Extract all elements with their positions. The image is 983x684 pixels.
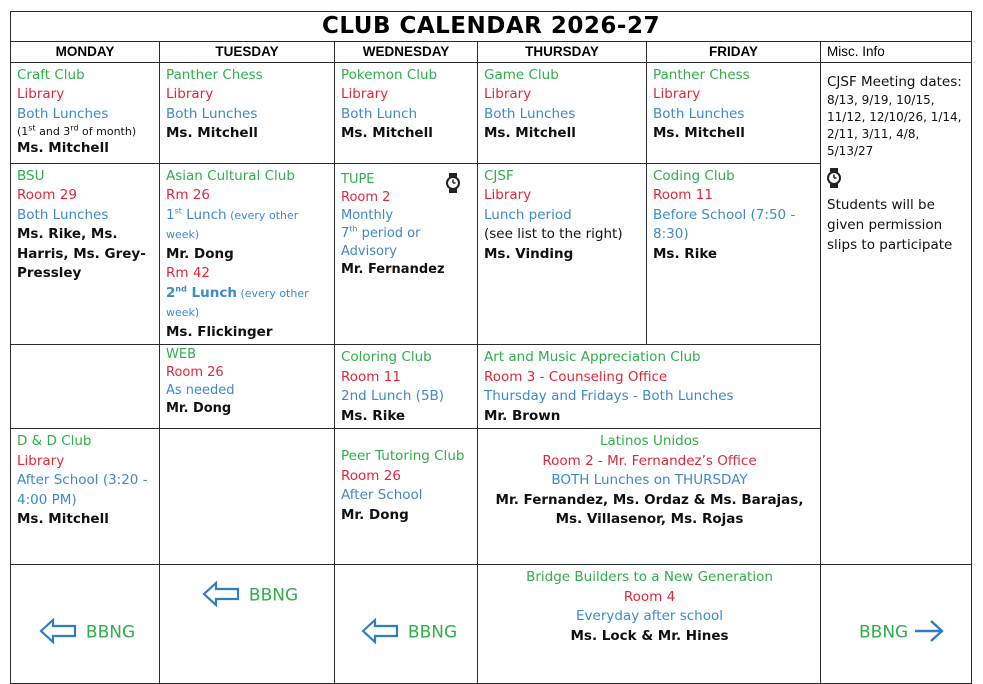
club-name: Latinos Unidos <box>599 433 700 449</box>
cell-coding-club <box>647 163 821 345</box>
cell-latinos-unidos <box>478 429 821 565</box>
club-name: Pokemon Club <box>341 66 438 83</box>
club-room: Library <box>484 187 532 203</box>
cell-bbng-wednesday <box>335 565 478 684</box>
club-note: (1st and 3rd of month) <box>17 123 137 138</box>
club-name: Peer Tutoring Club <box>341 448 465 464</box>
club-time: As needed <box>166 383 235 398</box>
club-advisor: Ms. Vinding <box>484 245 574 262</box>
club-advisor: Mr. Fernandez, Ms. Ordaz & Ms. Barajas, Ms. Villasenor, Ms. Rojas <box>495 491 804 527</box>
cell-bridge-builders <box>478 565 821 684</box>
club-room: Room 11 <box>653 187 713 203</box>
club-name: Bridge Builders to a New Generation <box>526 569 773 585</box>
club-room: Room 2 - Mr. Fernandez’s Office <box>542 452 757 469</box>
club-time: Before School (7:50 - 8:30) <box>653 206 796 242</box>
title-cell <box>11 12 972 42</box>
day-header-monday: MONDAY <box>11 42 160 63</box>
club-advisor: Mr. Brown <box>484 407 561 424</box>
club-room: Room 3 - Counseling Office <box>484 368 668 385</box>
club-name: Panther Chess <box>166 66 263 83</box>
day-header-friday: FRIDAY <box>647 42 821 63</box>
club-room: Library <box>653 86 701 102</box>
club-advisor: Ms. Rike <box>341 407 406 424</box>
club-name: Coding Club <box>653 167 735 184</box>
club-advisor: Mr. Dong <box>341 506 409 523</box>
cell-bsu <box>11 163 160 345</box>
club-advisor: Ms. Mitchell <box>484 125 576 141</box>
cell-tupe <box>335 163 478 345</box>
club-note: (see list to the right) <box>484 226 623 242</box>
cell-bbng-tuesday <box>160 565 335 684</box>
club-time-2: 2nd Lunch (every other week) <box>166 284 309 319</box>
club-advisor: Ms. Mitchell <box>653 125 745 141</box>
club-advisor: Ms. Mitchell <box>341 125 433 141</box>
cell-asian-cultural-club <box>160 163 335 345</box>
club-time-1: 1st Lunch (every other week) <box>166 206 299 241</box>
misc-info-header: Misc. Info <box>821 42 972 63</box>
club-name: Panther Chess <box>653 66 750 83</box>
arrow-left-icon <box>361 618 408 651</box>
club-period: 7th period or Advisory <box>341 224 421 259</box>
cell-bbng-monday <box>11 565 160 684</box>
watch-icon <box>827 168 966 195</box>
club-name: Game Club <box>484 66 559 83</box>
club-advisor: Ms. Lock & Mr. Hines <box>570 627 729 644</box>
permission-note: Students will be given permission slips to participate <box>827 196 953 253</box>
club-room: Library <box>17 86 65 102</box>
day-header-tuesday: TUESDAY <box>160 42 335 63</box>
cell-empty-tuesday <box>160 429 335 565</box>
club-name: Art and Music Appreciation Club <box>484 349 701 365</box>
club-room: Room 26 <box>166 365 224 380</box>
club-room: Library <box>484 86 532 102</box>
cell-cjsf <box>478 163 647 345</box>
bbng-label: BBNG <box>248 585 299 606</box>
cell-bbng-misc <box>821 565 972 684</box>
club-room: Library <box>17 452 65 469</box>
club-advisor: Ms. Mitchell <box>166 125 258 141</box>
page-title: CLUB CALENDAR 2026-27 <box>322 13 660 39</box>
cjsf-dates-label: CJSF Meeting dates: <box>827 73 962 90</box>
club-advisor-2: Ms. Flickinger <box>166 323 273 340</box>
club-time: Everyday after school <box>576 608 723 624</box>
club-name: WEB <box>166 347 196 362</box>
club-advisor: Ms. Rike <box>653 245 718 262</box>
club-time: Both Lunches <box>17 105 109 122</box>
cell-game-club <box>478 62 647 163</box>
club-advisor: Ms. Mitchell <box>17 140 109 156</box>
club-time: Thursday and Fridays - Both Lunches <box>484 388 734 404</box>
club-room: Room 26 <box>341 467 401 484</box>
cell-art-music-club <box>478 345 821 429</box>
club-time: Both Lunches <box>653 105 745 122</box>
club-name: BSU <box>17 167 45 184</box>
club-room: Room 29 <box>17 187 77 203</box>
cell-craft-club <box>11 62 160 163</box>
bbng-label: BBNG <box>407 622 458 642</box>
club-room: Room 11 <box>341 368 401 385</box>
club-room: Room 2 <box>341 189 391 205</box>
club-name: TUPE <box>341 171 375 187</box>
cell-web <box>160 345 335 429</box>
cell-panther-chess-tuesday <box>160 62 335 163</box>
club-time: After School <box>341 487 423 503</box>
club-name: D & D Club <box>17 433 92 449</box>
arrow-right-icon <box>913 618 945 651</box>
club-advisor: Mr. Fernandez <box>341 261 445 277</box>
club-room: Library <box>341 86 389 102</box>
cell-pokemon-club <box>335 62 478 163</box>
cell-panther-chess-friday <box>647 62 821 163</box>
club-time: Both Lunches <box>484 105 576 122</box>
arrow-left-icon <box>202 581 249 614</box>
cjsf-dates: 8/13, 9/19, 10/15, 11/12, 12/10/26, 1/14, 2/11, 3/11, 4/8, 5/13/27 <box>827 93 962 158</box>
club-time: Monthly <box>341 207 394 223</box>
club-time: After School (3:20 - 4:00 PM) <box>17 472 148 508</box>
cell-misc-info <box>821 62 972 565</box>
club-advisor-1: Mr. Dong <box>166 245 234 262</box>
club-time: Both Lunches <box>17 206 109 223</box>
club-room-2: Rm 42 <box>166 265 211 281</box>
club-time: Both Lunch <box>341 105 418 122</box>
cell-peer-tutoring-club <box>335 429 478 565</box>
club-room: Library <box>166 86 214 102</box>
club-advisor: Ms. Mitchell <box>17 511 109 527</box>
arrow-left-icon <box>39 618 86 651</box>
cell-coloring-club <box>335 345 478 429</box>
cell-dnd-club <box>11 429 160 565</box>
club-time: Lunch period <box>484 206 572 223</box>
club-time: Both Lunches <box>166 105 258 122</box>
club-name: Coloring Club <box>341 349 432 365</box>
club-advisor: Mr. Dong <box>166 401 232 416</box>
club-room: Room 4 <box>623 588 676 605</box>
day-header-wednesday: WEDNESDAY <box>335 42 478 63</box>
watch-icon <box>446 173 460 199</box>
club-time: 2nd Lunch (5B) <box>341 388 445 404</box>
club-name: CJSF <box>484 167 514 184</box>
club-advisor: Ms. Rike, Ms. Harris, Ms. Grey-Pressley <box>17 226 146 281</box>
day-header-thursday: THURSDAY <box>478 42 647 63</box>
bbng-label: BBNG <box>859 622 909 642</box>
club-time: BOTH Lunches on THURSDAY <box>551 472 748 488</box>
club-room-1: Rm 26 <box>166 187 211 203</box>
bbng-label: BBNG <box>85 622 136 642</box>
club-name: Asian Cultural Club <box>166 167 295 184</box>
club-calendar-table <box>10 11 972 684</box>
club-name: Craft Club <box>17 66 85 83</box>
cell-empty-monday <box>11 345 160 429</box>
